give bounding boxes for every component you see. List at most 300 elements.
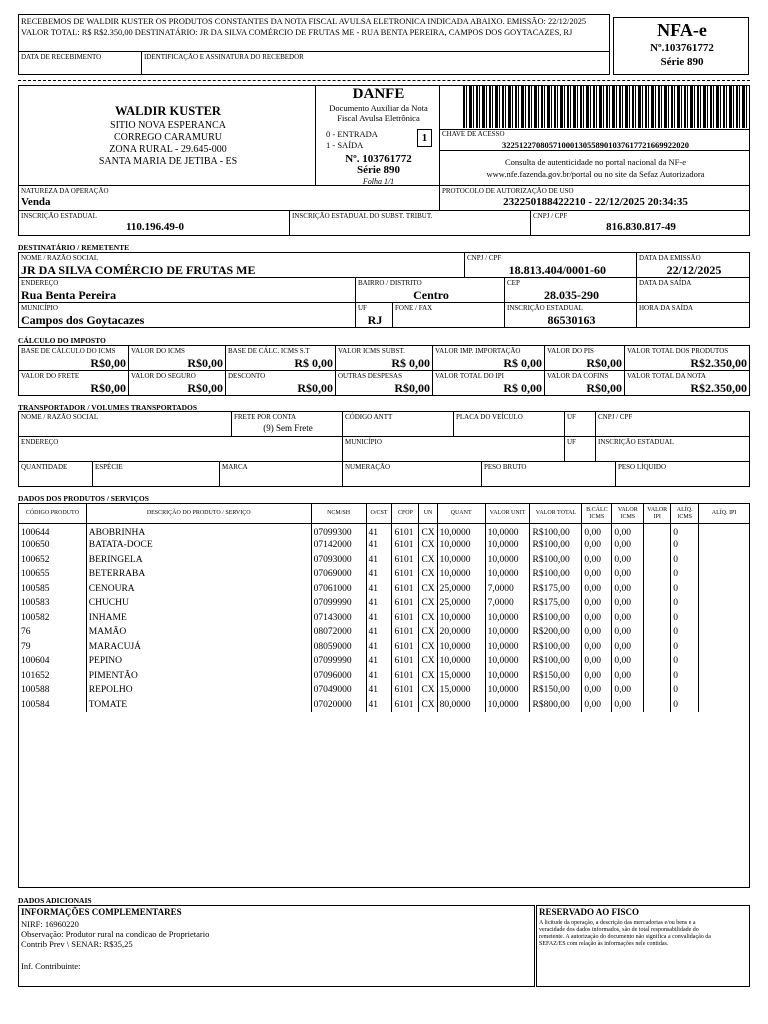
table-cell: CX — [419, 683, 437, 698]
table-cell: 0 — [671, 596, 699, 611]
table-cell — [699, 640, 750, 655]
dest-saida-label: DATA DA SAÍDA — [639, 279, 692, 287]
dest-municipio-value: Campos dos Goytacazes — [21, 313, 145, 327]
imposto-label: BASE DE CÁLC. ICMS S.T — [228, 347, 310, 355]
table-cell — [644, 553, 671, 568]
dest-cep-box — [504, 277, 637, 303]
imposto-label: BASE DE CÁLCULO DO ICMS — [21, 347, 116, 355]
transp-numeracao-box — [342, 461, 482, 487]
imposto-label: VALOR DO ICMS — [131, 347, 185, 355]
table-cell: 7,0000 — [485, 582, 530, 597]
table-cell — [644, 524, 671, 539]
table-cell: PIMENTÃO — [86, 669, 311, 684]
imposto-value: R$0,00 — [586, 381, 622, 395]
imposto-row2-cell — [624, 370, 750, 396]
reservado-fisco-box — [536, 905, 750, 987]
table-cell: 08059000 — [311, 640, 366, 655]
produtos-table — [18, 503, 750, 712]
table-cell: 100644 — [19, 524, 87, 539]
adicionais-section: DADOS ADICIONAIS — [18, 896, 92, 905]
table-cell: 10,0000 — [485, 669, 530, 684]
table-row — [19, 654, 750, 669]
table-row — [19, 538, 750, 553]
dest-emissao-value: 22/12/2025 — [666, 263, 722, 277]
dest-uf-label: UF — [358, 304, 367, 312]
imposto-label: VALOR IMP. IMPORTAÇÃO — [435, 347, 521, 355]
produtos-header-cell: UN — [419, 504, 437, 524]
dest-endereco-label: ENDEREÇO — [21, 279, 59, 287]
imposto-label: VALOR DO FRETE — [21, 372, 80, 380]
dest-nome-value: JR DA SILVA COMÉRCIO DE FRUTAS ME — [21, 263, 256, 277]
transp-especie-label: ESPÉCIE — [95, 463, 123, 471]
table-cell: 0,00 — [612, 611, 644, 626]
table-cell: 0,00 — [582, 698, 612, 713]
fisco-title: RESERVADO AO FISCO — [539, 907, 640, 917]
imposto-row1-cell — [128, 345, 226, 371]
danfe-box — [315, 85, 440, 186]
transp-quantidade-box — [18, 461, 93, 487]
table-cell: 07020000 — [311, 698, 366, 713]
nfe-numero: Nº.103761772 — [650, 42, 714, 54]
table-cell — [699, 625, 750, 640]
table-cell: 0 — [671, 640, 699, 655]
table-cell: INHAME — [86, 611, 311, 626]
table-cell: BERINGELA — [86, 553, 311, 568]
produtos-header-cell: B.CÁLC ICMS — [582, 504, 612, 524]
table-cell: 0,00 — [582, 683, 612, 698]
dest-bairro-label: BAIRRO / DISTRITO — [358, 279, 422, 287]
table-cell: 41 — [366, 524, 392, 539]
table-cell: BETERRABA — [86, 567, 311, 582]
dest-cnpj-value: 18.813.404/0001-60 — [508, 263, 606, 277]
protocolo-label: PROTOCOLO DE AUTORIZAÇÃO DE USO — [442, 187, 574, 195]
ie-st-box — [289, 210, 531, 236]
imposto-value: R$0,00 — [90, 356, 126, 370]
imposto-value: R$ 0,00 — [294, 356, 333, 370]
table-cell: 07099300 — [311, 524, 366, 539]
chave-value: 32251227080571000130558901037617721669922020 — [502, 140, 689, 150]
table-cell: 0,00 — [612, 596, 644, 611]
dest-ie-label: INSCRIÇÃO ESTADUAL — [507, 304, 583, 312]
dest-cnpj-label: CNPJ / CPF — [467, 254, 502, 262]
fisco-linha2: veracidade dos dados informados, são de total responsabilidade do — [539, 927, 699, 933]
dest-ie-value: 86530163 — [547, 313, 596, 327]
imposto-value: R$ 0,00 — [503, 381, 542, 395]
danfe-subtitle1: Documento Auxiliar da Nota — [329, 103, 428, 113]
table-cell: R$100,00 — [530, 654, 582, 669]
transp-ie-box — [595, 436, 750, 462]
info-linha1: NIRF: 16960220 — [21, 919, 79, 929]
table-cell — [644, 654, 671, 669]
table-cell: R$800,00 — [530, 698, 582, 713]
table-cell: 07142000 — [311, 538, 366, 553]
dest-endereco-value: Rua Benta Pereira — [21, 288, 117, 302]
table-cell: CX — [419, 698, 437, 713]
nfe-serie: Série 890 — [660, 56, 704, 68]
table-cell: 15,0000 — [437, 669, 485, 684]
table-cell: 0 — [671, 567, 699, 582]
dest-cnpj-box — [464, 252, 637, 278]
dest-cep-value: 28.035-290 — [544, 288, 599, 302]
table-cell: 0 — [671, 611, 699, 626]
transp-placa-box — [453, 411, 565, 437]
table-cell — [699, 524, 750, 539]
nfe-header-box — [613, 17, 749, 75]
dest-bairro-box — [355, 277, 505, 303]
transp-antt-label: CÓDIGO ANTT — [345, 413, 393, 421]
dest-municipio-label: MUNICÍPIO — [21, 304, 58, 312]
table-cell: 07099990 — [311, 654, 366, 669]
table-cell: 07099990 — [311, 596, 366, 611]
imposto-value: R$0,00 — [297, 381, 333, 395]
transp-peso-liquido-label: PESO LÍQUIDO — [618, 463, 667, 471]
dest-municipio-box — [18, 302, 356, 328]
natureza-box — [18, 185, 440, 211]
transp-cnpj-label: CNPJ / CPF — [598, 413, 633, 421]
dest-nome-box — [18, 252, 465, 278]
table-cell: 10,0000 — [437, 654, 485, 669]
table-row — [19, 640, 750, 655]
table-cell: 10,0000 — [485, 538, 530, 553]
table-cell: 0,00 — [582, 669, 612, 684]
table-cell — [699, 611, 750, 626]
imposto-value: R$ 0,00 — [391, 356, 430, 370]
table-cell: 10,0000 — [485, 683, 530, 698]
table-cell: 0 — [671, 654, 699, 669]
table-cell: 41 — [366, 582, 392, 597]
danfe-tipo-box: 1 — [417, 129, 432, 147]
table-cell: R$100,00 — [530, 524, 582, 539]
table-cell: 41 — [366, 611, 392, 626]
table-cell — [699, 538, 750, 553]
table-cell: 6101 — [392, 683, 419, 698]
fisco-linha1: A licitude da operação, a descrição das mercadorias e/ou bens e a — [539, 920, 696, 926]
table-row — [19, 611, 750, 626]
transp-especie-box — [92, 461, 220, 487]
produtos-header-cell: VALOR TOTAL — [530, 504, 582, 524]
transp-uf2-label: UF — [567, 438, 576, 446]
dest-ie-box — [504, 302, 637, 328]
dest-fone-box — [392, 302, 505, 328]
natureza-label: NATUREZA DA OPERAÇÃO — [21, 187, 109, 195]
table-cell: REPOLHO — [86, 683, 311, 698]
dest-fone-label: FONE / FAX — [395, 304, 433, 312]
table-cell: 10,0000 — [485, 654, 530, 669]
table-cell: 0,00 — [612, 538, 644, 553]
table-cell: 0 — [671, 698, 699, 713]
table-cell: 6101 — [392, 567, 419, 582]
table-cell: 0,00 — [612, 640, 644, 655]
table-cell: 6101 — [392, 538, 419, 553]
table-cell: R$200,00 — [530, 625, 582, 640]
table-row — [19, 683, 750, 698]
table-cell: 10,0000 — [485, 567, 530, 582]
transp-marca-label: MARCA — [222, 463, 248, 471]
imposto-label: VALOR ICMS SUBST. — [338, 347, 405, 355]
table-cell: CX — [419, 669, 437, 684]
table-cell: 41 — [366, 683, 392, 698]
imposto-label: VALOR DO PIS — [547, 347, 594, 355]
danfe-numero: Nº. 103761772 — [345, 153, 412, 165]
table-cell: 100582 — [19, 611, 87, 626]
produtos-header-cell: VALOR ICMS — [612, 504, 644, 524]
info-linha3: Contrib Prev \ SENAR: R$35,25 — [21, 939, 133, 949]
table-cell: 07096000 — [311, 669, 366, 684]
transp-endereco-label: ENDEREÇO — [21, 438, 59, 446]
imposto-row2-cell — [335, 370, 433, 396]
table-cell: CENOURA — [86, 582, 311, 597]
canhoto-box — [18, 14, 610, 52]
table-cell: 0,00 — [612, 553, 644, 568]
emitente-linha1: SITIO NOVA ESPERANCA — [110, 120, 226, 131]
table-cell: CX — [419, 611, 437, 626]
table-cell: 100588 — [19, 683, 87, 698]
transp-frete-value: (9) Sem Frete — [263, 423, 313, 433]
table-cell: 6101 — [392, 596, 419, 611]
table-cell: 15,0000 — [437, 683, 485, 698]
table-cell — [699, 669, 750, 684]
table-cell: CX — [419, 640, 437, 655]
table-cell: 0,00 — [582, 640, 612, 655]
table-cell: R$175,00 — [530, 596, 582, 611]
table-cell: 0,00 — [612, 625, 644, 640]
transp-endereco-box — [18, 436, 343, 462]
canhoto-assinatura-box — [141, 51, 610, 75]
imposto-value: R$2.350,00 — [690, 381, 747, 395]
table-cell: 41 — [366, 625, 392, 640]
table-cell: 07061000 — [311, 582, 366, 597]
table-cell: 0,00 — [582, 567, 612, 582]
table-cell: 10,0000 — [485, 611, 530, 626]
table-cell: 0 — [671, 582, 699, 597]
dest-nome-label: NOME / RAZÃO SOCIAL — [21, 254, 99, 262]
table-cell: 08072000 — [311, 625, 366, 640]
table-cell: 41 — [366, 640, 392, 655]
table-cell — [644, 596, 671, 611]
table-cell: 6101 — [392, 553, 419, 568]
danfe-saida: 1 - SAÍDA — [326, 140, 364, 150]
imposto-label: OUTRAS DESPESAS — [338, 372, 402, 380]
imposto-value: R$0,00 — [394, 381, 430, 395]
table-cell: 10,0000 — [437, 640, 485, 655]
table-cell: R$100,00 — [530, 538, 582, 553]
table-cell: 0 — [671, 683, 699, 698]
produtos-header-cell: CFOP — [392, 504, 419, 524]
consulta-line2: www.nfe.fazenda.gov.br/portal ou no site da Sefaz Autorizadora — [486, 169, 705, 179]
dest-emissao-box — [636, 252, 750, 278]
table-cell — [644, 538, 671, 553]
table-cell: 10,0000 — [437, 611, 485, 626]
table-cell: 6101 — [392, 640, 419, 655]
table-cell: 10,0000 — [485, 553, 530, 568]
fisco-linha4: SEFAZ/ES com relação às informações nele contidas. — [539, 941, 669, 947]
produtos-header-cell: CÓDIGO PRODUTO — [19, 504, 87, 524]
ie-box — [18, 210, 290, 236]
dest-uf-value: RJ — [367, 313, 383, 327]
table-cell: 0 — [671, 553, 699, 568]
table-row — [19, 553, 750, 568]
emitente-linha3: ZONA RURAL - 29.645-000 — [109, 144, 227, 155]
transp-cnpj-box — [595, 411, 750, 437]
produtos-section: DADOS DOS PRODUTOS / SERVIÇOS — [18, 494, 149, 503]
transp-frete-label: FRETE POR CONTA — [234, 413, 297, 421]
info-linha4: Inf. Contribuinte: — [21, 961, 81, 971]
table-row — [19, 698, 750, 713]
table-cell: CX — [419, 567, 437, 582]
imposto-row1-cell — [335, 345, 433, 371]
table-cell: 41 — [366, 654, 392, 669]
produtos-header-row — [19, 504, 750, 524]
table-cell: 7,0000 — [485, 596, 530, 611]
ie-label: INSCRIÇÃO ESTADUAL — [21, 212, 97, 220]
info-linha2: Observação: Produtor rural na condicao de Proprietario — [21, 929, 210, 939]
dest-endereco-box — [18, 277, 356, 303]
produtos-header-cell: DESCRIÇÃO DO PRODUTO / SERVIÇO — [86, 504, 311, 524]
destinatario-section: DESTINATÁRIO / REMETENTE — [18, 243, 130, 252]
table-cell: 100655 — [19, 567, 87, 582]
table-cell: 0,00 — [612, 683, 644, 698]
table-cell: 80,0000 — [437, 698, 485, 713]
dest-uf-box — [355, 302, 393, 328]
table-cell: R$100,00 — [530, 567, 582, 582]
table-cell: 6101 — [392, 582, 419, 597]
produtos-body — [19, 524, 750, 713]
transp-peso-bruto-box — [481, 461, 616, 487]
cnpj-emit-value: 816.830.817-49 — [606, 221, 676, 233]
transp-uf-label: UF — [567, 413, 576, 421]
table-cell: 0 — [671, 538, 699, 553]
table-cell: 0,00 — [612, 582, 644, 597]
table-cell: 79 — [19, 640, 87, 655]
emitente-linha2: CORREGO CARAMURU — [113, 132, 223, 143]
table-cell: 0,00 — [582, 524, 612, 539]
table-cell: 07143000 — [311, 611, 366, 626]
table-cell: 0 — [671, 669, 699, 684]
dest-cep-label: CEP — [507, 279, 520, 287]
table-cell: 20,0000 — [437, 625, 485, 640]
table-row — [19, 524, 750, 539]
table-cell: R$100,00 — [530, 611, 582, 626]
table-cell: 07049000 — [311, 683, 366, 698]
produtos-header-cell: O/CST — [366, 504, 392, 524]
transp-uf2-box — [564, 436, 596, 462]
table-cell: 0,00 — [612, 669, 644, 684]
table-cell — [644, 698, 671, 713]
dest-hora-label: HORA DA SAÍDA — [639, 304, 694, 312]
imposto-row2-cell — [544, 370, 625, 396]
imposto-row1-cell — [624, 345, 750, 371]
canhoto-text: RECEBEMOS DE WALDIR KUSTER OS PRODUTOS CONSTANTES DA NOTA FISCAL AVULSA ELETRONICA INDICADA ABAIXO. EMISSÃO: 22/12/2025 VALOR TOTAL: R$ R$2.350,00 DESTINATÁRIO: JR DA SILVA COMÉRCIO DE FRUTAS ME - RUA BENTA PEREIRA, CAMPOS DOS GOYTACAZES, RJ — [21, 17, 587, 37]
produtos-header-cell: NCM/SH — [311, 504, 366, 524]
table-cell: 0,00 — [582, 654, 612, 669]
table-cell: 10,0000 — [437, 553, 485, 568]
table-cell: 07069000 — [311, 567, 366, 582]
table-cell: 0,00 — [612, 524, 644, 539]
table-cell: CX — [419, 582, 437, 597]
table-cell — [699, 698, 750, 713]
table-cell: 0,00 — [582, 553, 612, 568]
dest-bairro-value: Centro — [413, 288, 449, 302]
table-cell: CX — [419, 553, 437, 568]
imposto-row1-cell — [225, 345, 336, 371]
table-cell: 100604 — [19, 654, 87, 669]
table-cell — [644, 625, 671, 640]
table-cell: 100652 — [19, 553, 87, 568]
ie-st-label: INSCRIÇÃO ESTADUAL DO SUBST. TRIBUT. — [292, 212, 433, 220]
cnpj-emit-box — [530, 210, 750, 236]
dest-hora-box — [636, 302, 750, 328]
table-cell: 0,00 — [582, 611, 612, 626]
table-cell: R$150,00 — [530, 683, 582, 698]
danfe-entrada: 0 - ENTRADA — [326, 129, 378, 139]
imposto-value: R$ 0,00 — [503, 356, 542, 370]
transp-quantidade-label: QUANTIDADE — [21, 463, 68, 471]
table-cell: BATATA-DOCE — [86, 538, 311, 553]
table-cell — [699, 582, 750, 597]
imposto-value: R$0,00 — [90, 381, 126, 395]
table-cell: 6101 — [392, 625, 419, 640]
consulta-box — [439, 150, 750, 186]
table-cell — [644, 611, 671, 626]
table-cell — [699, 567, 750, 582]
transp-placa-label: PLACA DO VEÍCULO — [456, 413, 523, 421]
table-cell: 0,00 — [582, 625, 612, 640]
info-title: INFORMAÇÕES COMPLEMENTARES — [21, 907, 182, 917]
table-cell: CX — [419, 596, 437, 611]
cnpj-emit-label: CNPJ / CPF — [533, 212, 568, 220]
table-cell — [644, 669, 671, 684]
table-cell: MAMÃO — [86, 625, 311, 640]
table-cell: 0,00 — [612, 654, 644, 669]
table-cell — [699, 683, 750, 698]
produtos-header-cell: ALÍQ. ICMS — [671, 504, 699, 524]
danfe-title: DANFE — [352, 86, 405, 102]
info-complementares-box — [18, 905, 535, 987]
table-cell: R$175,00 — [530, 582, 582, 597]
table-cell: 0,00 — [582, 538, 612, 553]
transp-antt-box — [342, 411, 454, 437]
table-row — [19, 567, 750, 582]
protocolo-value: 232250188422210 - 22/12/2025 20:34:35 — [503, 196, 688, 208]
table-cell: 0,00 — [612, 698, 644, 713]
table-cell: 41 — [366, 669, 392, 684]
imposto-row2-cell — [432, 370, 545, 396]
table-cell: 6101 — [392, 611, 419, 626]
consulta-line1: Consulta de autenticidade no portal nacional da NF-e — [504, 157, 687, 167]
imposto-value: R$0,00 — [187, 381, 223, 395]
table-row — [19, 596, 750, 611]
table-cell: 41 — [366, 553, 392, 568]
transp-nome-label: NOME / RAZÃO SOCIAL — [21, 413, 99, 421]
transp-municipio-label: MUNICÍPIO — [345, 438, 382, 446]
imposto-row2-cell — [18, 370, 129, 396]
imposto-row2-cell — [225, 370, 336, 396]
table-cell: 100583 — [19, 596, 87, 611]
table-cell: 100585 — [19, 582, 87, 597]
table-cell: TOMATE — [86, 698, 311, 713]
table-cell — [644, 567, 671, 582]
chave-label: CHAVE DE ACESSO — [442, 130, 505, 138]
table-cell: 0 — [671, 524, 699, 539]
table-cell: R$150,00 — [530, 669, 582, 684]
imposto-row1-cell — [18, 345, 129, 371]
transporte-section: TRANSPORTADOR / VOLUMES TRANSPORTADOS — [18, 403, 198, 412]
table-cell: 0,00 — [582, 596, 612, 611]
table-cell: R$100,00 — [530, 553, 582, 568]
transp-numeracao-label: NUMERAÇÃO — [345, 463, 391, 471]
danfe-subtitle2: Fiscal Avulsa Eletrônica — [337, 113, 420, 123]
table-cell: 41 — [366, 596, 392, 611]
